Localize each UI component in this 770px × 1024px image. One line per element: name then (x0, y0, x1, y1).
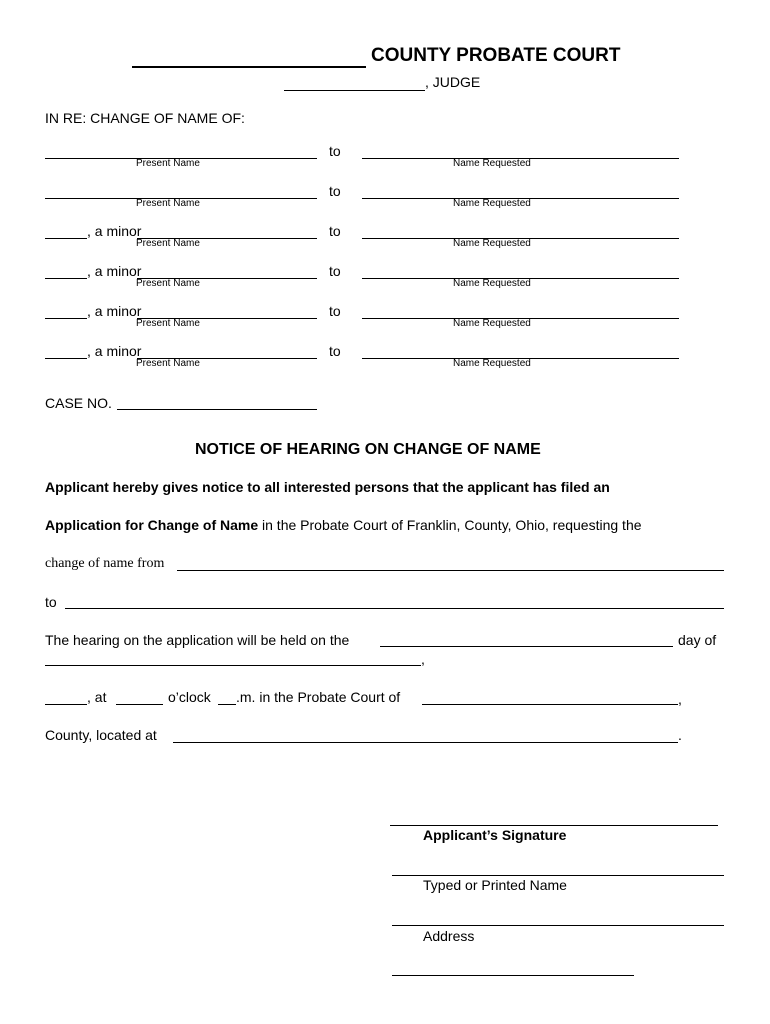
application-title: Application for Change of Name (45, 517, 259, 533)
present-name-input[interactable] (137, 302, 317, 319)
applicant-signature-input[interactable] (390, 809, 718, 826)
to-separator: to (329, 303, 341, 319)
name-requested-label: Name Requested (453, 158, 531, 169)
address-label: Address (423, 928, 475, 944)
judge-label: , JUDGE (425, 74, 481, 90)
change-from-label: change of name from (45, 556, 165, 571)
hearing-label: The hearing on the application will be held on the (45, 632, 350, 648)
county-name-line[interactable] (132, 66, 366, 68)
at-label: , at (87, 689, 107, 705)
typed-name-label: Typed or Printed Name (423, 877, 567, 893)
typed-name-input[interactable] (392, 859, 724, 876)
m-probate-court-label: .m. in the Probate Court of (236, 689, 401, 705)
name-requested-input[interactable] (362, 142, 679, 159)
am-pm-input[interactable] (218, 688, 236, 705)
address-input[interactable] (392, 909, 724, 926)
name-requested-label: Name Requested (453, 358, 531, 369)
to-label: to (45, 594, 57, 610)
present-name-input[interactable] (137, 222, 317, 239)
hearing-day-input[interactable] (380, 630, 673, 647)
court-address-input[interactable] (173, 726, 678, 743)
name-requested-label: Name Requested (453, 278, 531, 289)
name-requested-input[interactable] (362, 182, 679, 199)
address-period: . (678, 727, 682, 743)
to-separator: to (329, 183, 341, 199)
minor-label: , a minor (87, 303, 142, 319)
minor-initial-input[interactable] (45, 222, 87, 239)
month-comma: , (421, 651, 425, 667)
minor-label: , a minor (87, 263, 142, 279)
to-separator: to (329, 223, 341, 239)
present-name-input[interactable] (45, 182, 317, 199)
case-no-input[interactable] (117, 393, 317, 410)
to-separator: to (329, 143, 341, 159)
oclock-label: o’clock (168, 689, 211, 705)
minor-label: , a minor (87, 343, 142, 359)
minor-initial-input[interactable] (45, 302, 87, 319)
judge-name-line[interactable] (284, 90, 425, 91)
case-no-label: CASE NO. (45, 395, 112, 411)
minor-initial-input[interactable] (45, 342, 87, 359)
present-name-label: Present Name (136, 318, 200, 329)
notice-title: NOTICE OF HEARING ON CHANGE OF NAME (195, 441, 541, 458)
change-from-input[interactable] (177, 554, 724, 571)
minor-initial-input[interactable] (45, 262, 87, 279)
hearing-year-input[interactable] (45, 688, 87, 705)
present-name-label: Present Name (136, 198, 200, 209)
name-requested-label: Name Requested (453, 238, 531, 249)
notice-line-2 (45, 517, 642, 533)
hearing-month-input[interactable] (45, 649, 421, 666)
hearing-hour-input[interactable] (116, 688, 163, 705)
notice-line-1: Applicant hereby gives notice to all interested persons that the applicant has filed an (45, 479, 610, 495)
in-re-label: IN RE: CHANGE OF NAME OF: (45, 110, 245, 126)
name-requested-input[interactable] (362, 262, 679, 279)
court-title: COUNTY PROBATE COURT (371, 45, 621, 66)
address-line-2-input[interactable] (392, 959, 634, 976)
to-separator: to (329, 343, 341, 359)
present-name-input[interactable] (45, 142, 317, 159)
county-located-label: County, located at (45, 727, 157, 743)
name-requested-input[interactable] (362, 222, 679, 239)
present-name-label: Present Name (136, 158, 200, 169)
name-requested-label: Name Requested (453, 198, 531, 209)
probate-court-county-input[interactable] (422, 688, 678, 705)
present-name-label: Present Name (136, 238, 200, 249)
present-name-label: Present Name (136, 278, 200, 289)
name-requested-input[interactable] (362, 342, 679, 359)
present-name-input[interactable] (137, 342, 317, 359)
name-requested-label: Name Requested (453, 318, 531, 329)
change-to-input[interactable] (65, 592, 724, 609)
minor-label: , a minor (87, 223, 142, 239)
to-separator: to (329, 263, 341, 279)
name-requested-input[interactable] (362, 302, 679, 319)
day-of-label: day of (678, 632, 717, 648)
notice-line-2-rest: in the Probate Court of Franklin, County, Ohio, requesting the (258, 517, 642, 533)
applicant-signature-label: Applicant’s Signature (423, 827, 567, 843)
present-name-label: Present Name (136, 358, 200, 369)
court-comma: , (678, 691, 682, 707)
present-name-input[interactable] (137, 262, 317, 279)
